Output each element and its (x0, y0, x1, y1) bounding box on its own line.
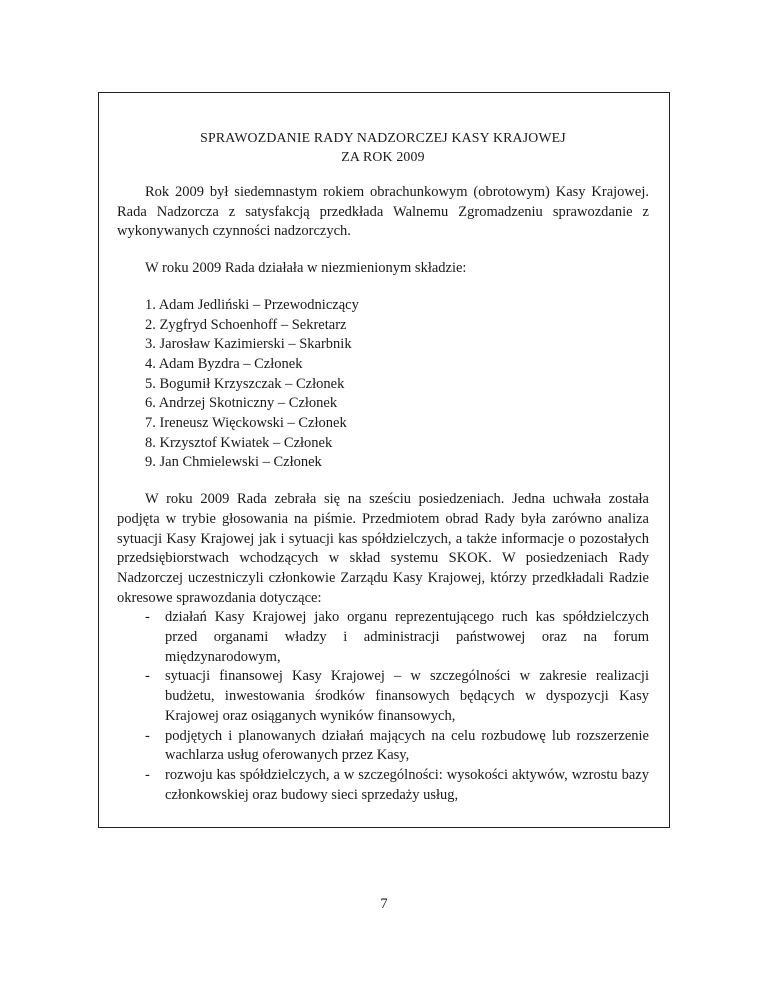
members-list (117, 296, 649, 473)
member-item: 4. Adam Byzdra – Członek (145, 355, 303, 372)
intro-paragraph: Rok 2009 był siedemnastym rokiem obrachunkowym (obrotowym) Kasy Krajowej. Rada Nadzorcza z satysfakcją przedkłada Walnemu Zgromadzeniu sprawozdanie z wykonywanych czynności nadzorczych. (117, 184, 649, 240)
member-item: 1. Adam Jedliński – Przewodniczący (145, 296, 359, 313)
page-number: 7 (380, 896, 388, 912)
document-title (117, 128, 649, 166)
member-item: 8. Krzysztof Kwiatek – Członek (145, 434, 333, 451)
topic-item (117, 667, 649, 726)
document-body (117, 128, 649, 805)
topic-dash: - (145, 609, 150, 626)
topics-list (117, 608, 649, 805)
member-item: 2. Zygfryd Schoenhoff – Sekretarz (145, 316, 347, 333)
topic-dash: - (145, 668, 150, 685)
meetings-paragraph: W roku 2009 Rada zebrała się na sześciu posiedzeniach. Jedna uchwała została podjęta w trybie głosowania na piśmie. Przedmiotem obrad Rady była zarówno analiza sytuacji Kasy Krajowej jak i sytuacji kas spółdzielczych, a także informacje o pozostałych przedsiębiorstwach wchodzących w skład systemu SKOK. W posiedzeniach Rady Nadzorczej uczestniczyli członkowie Zarządu Kasy Krajowej, którzy przedkładali Radzie okresowe sprawozdania dotyczące: (117, 491, 649, 606)
topic-dash: - (145, 727, 150, 744)
title-line-1: SPRAWOZDANIE RADY NADZORCZEJ KASY KRAJOWEJ (200, 130, 566, 145)
topic-text: działań Kasy Krajowej jako organu reprezentującego ruch kas spółdzielczych przed organami władzy i administracji państwowej oraz na forum międzynarodowym, (165, 609, 649, 665)
member-item: 5. Bogumił Krzyszczak – Członek (145, 375, 345, 392)
topic-dash: - (145, 766, 150, 783)
member-item: 9. Jan Chmielewski – Członek (145, 454, 322, 471)
topic-item (117, 608, 649, 667)
topic-text: podjętych i planowanych działań mających na celu rozbudowę lub rozszerzenie wachlarza usług oferowanych przez Kasy, (165, 727, 649, 764)
topic-text: rozwoju kas spółdzielczych, a w szczególności: wysokości aktywów, wzrostu bazy członkowskiej oraz budowy sieci sprzedaży usług, (165, 766, 649, 803)
member-item: 7. Ireneusz Więckowski – Członek (145, 415, 347, 432)
topic-text: sytuacji finansowej Kasy Krajowej – w szczególności w zakresie realizacji budżetu, inwestowania środków finansowych będących w dyspozycji Kasy Krajowej oraz osiąganych wyników finansowych, (165, 668, 649, 724)
topic-item (117, 766, 649, 805)
composition-intro: W roku 2009 Rada działała w niezmienionym składzie: (145, 260, 467, 277)
member-item: 3. Jarosław Kazimierski – Skarbnik (145, 336, 352, 353)
title-line-2: ZA ROK 2009 (341, 149, 425, 164)
topic-item (117, 727, 649, 766)
member-item: 6. Andrzej Skotniczny – Członek (145, 395, 338, 412)
